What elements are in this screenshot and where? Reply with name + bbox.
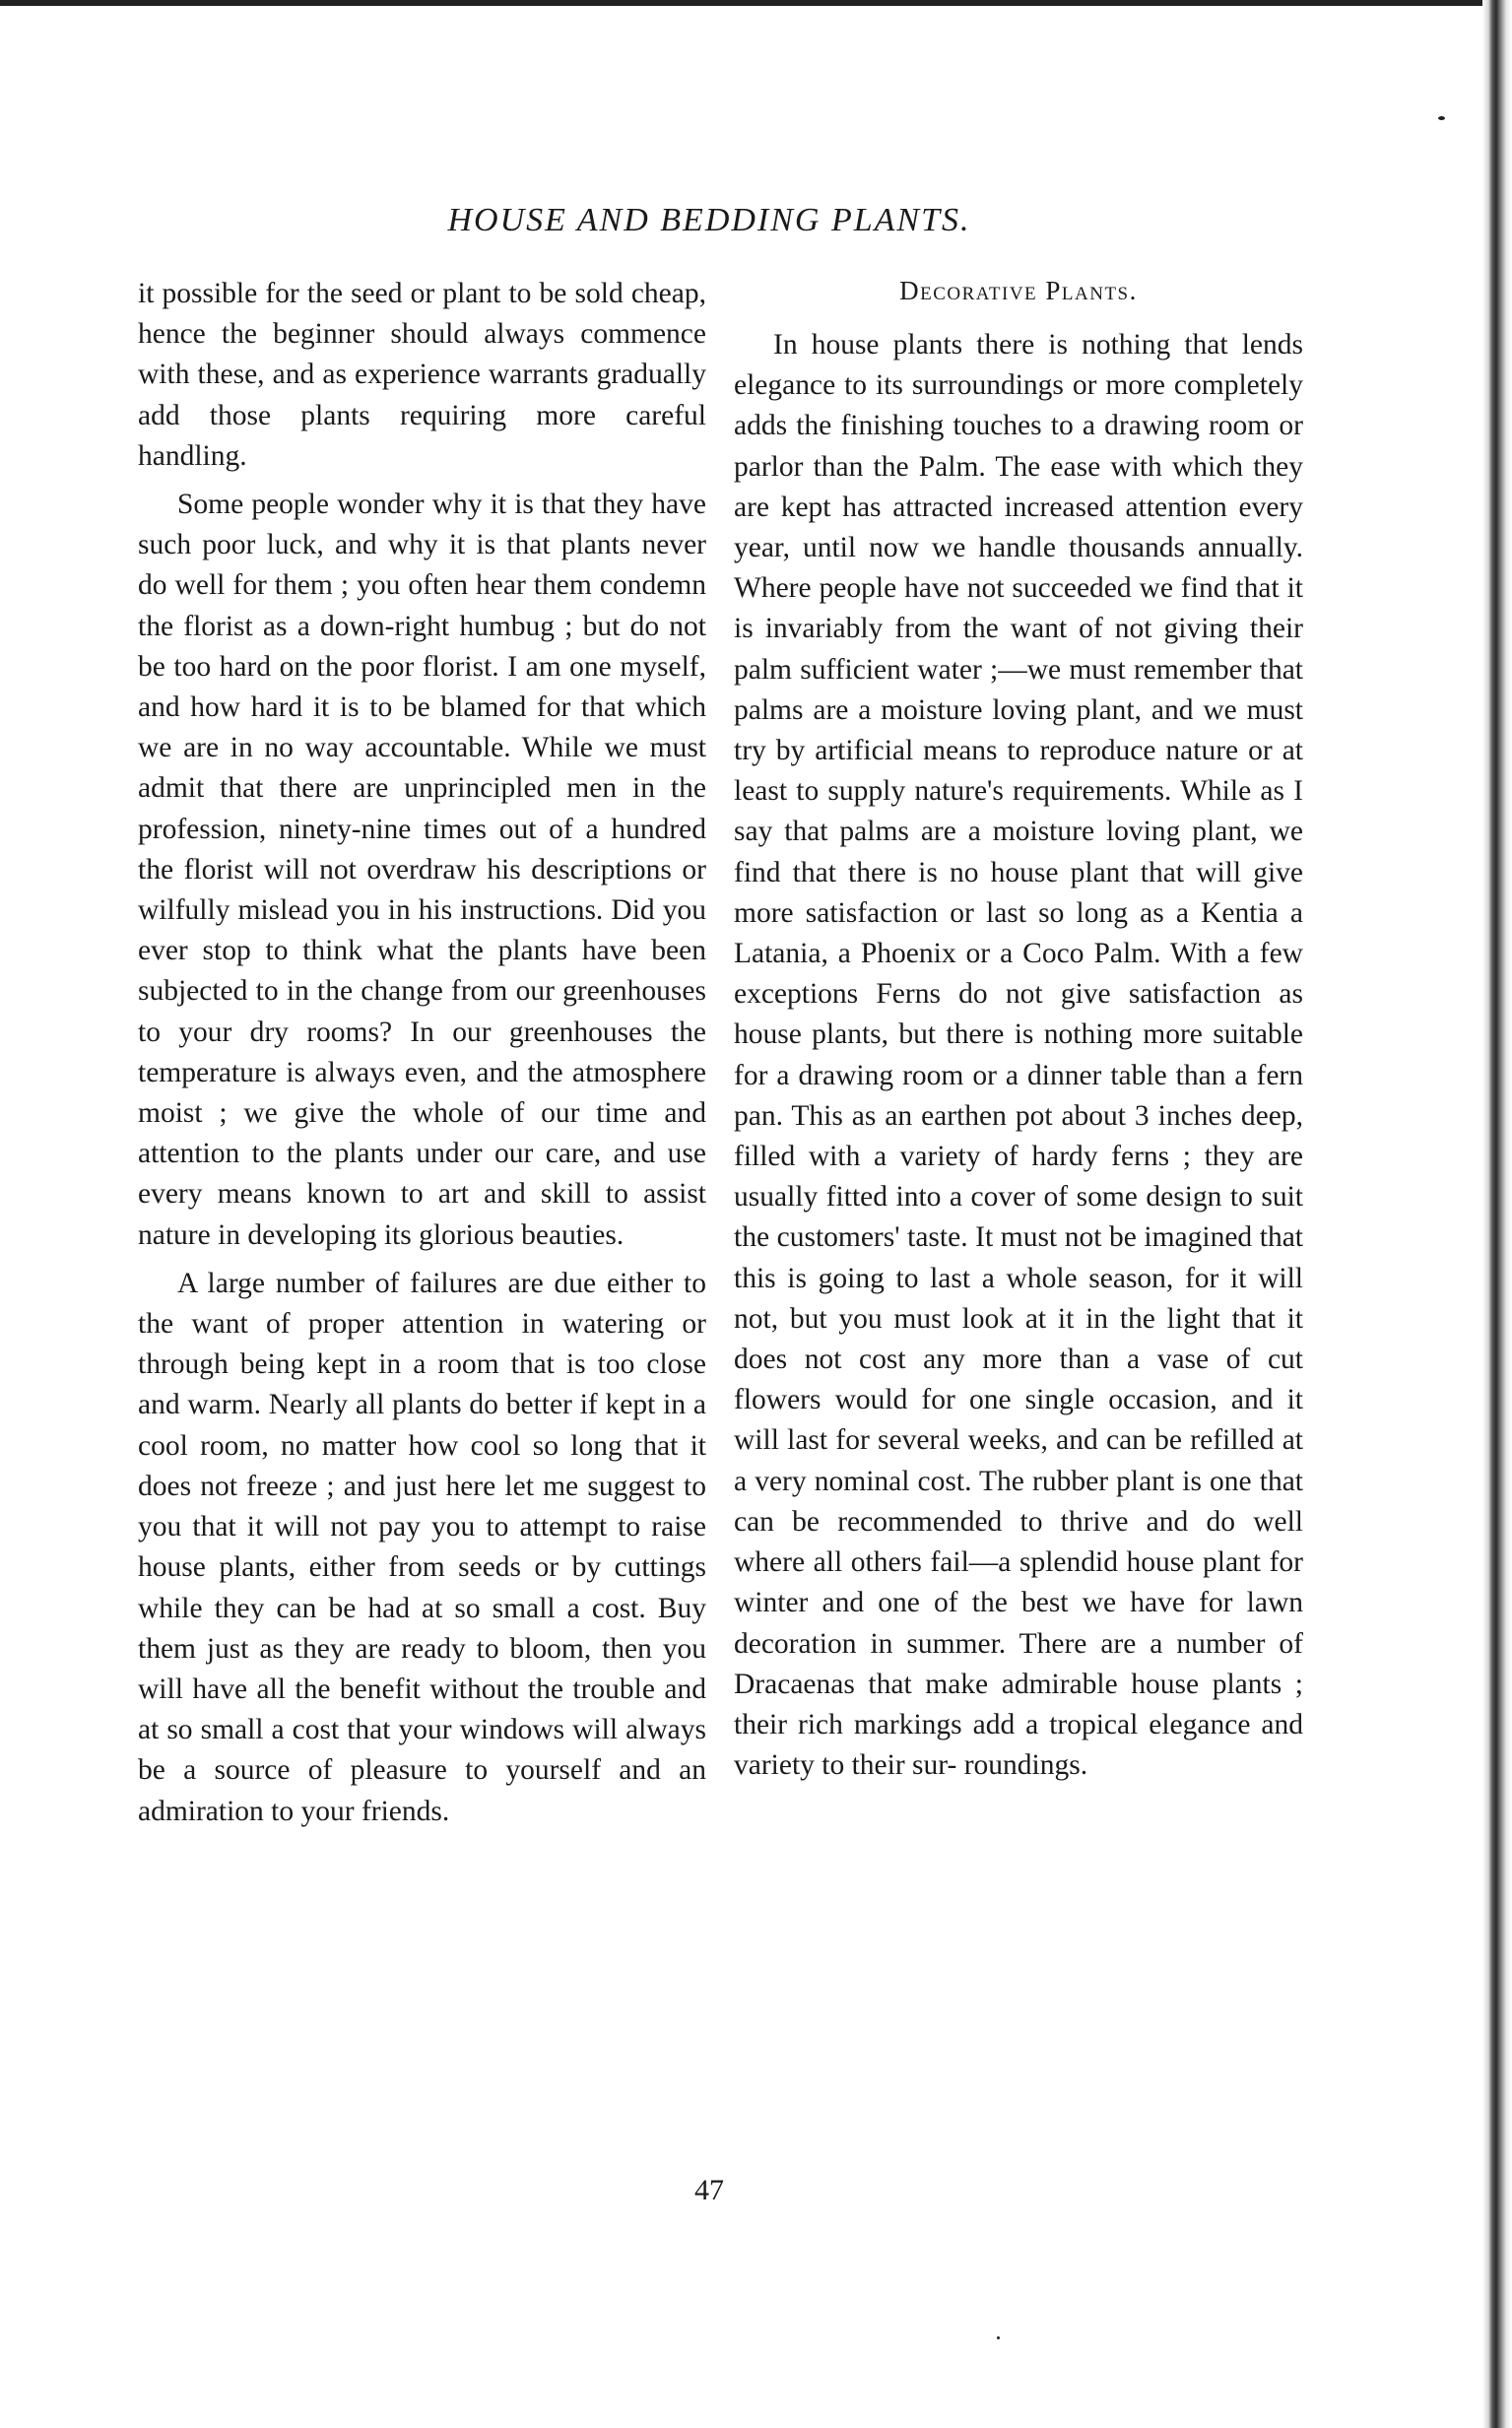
scan-binding-edge [1482,0,1512,2428]
ink-speck [1438,116,1445,120]
right-column [734,274,1303,1786]
left-column [138,274,706,1832]
page-number: 47 [694,2174,724,2206]
left-paragraph-1: it possible for the seed or plant to be sold cheap, hence the beginner should always commence with these, and as experience warrants gradually add those plants requiring more careful handling. [138,278,706,472]
left-paragraph-3: A large number of failures are due either to the want of proper attention in watering or through being kept in a room that is too close and warm. Nearly all plants do better if kept in a cool room, no matter how cool so long that it does not freeze ; and just here let me suggest to you that it will not pay you to attempt to raise house plants, either from seeds or by cuttings while they can be had at so small a cost. Buy them just as they are ready to bloom, then you will have all the benefit without the trouble and at so small a cost that your windows will always be a source of pleasure to yourself and an admiration to your friends. [138,1267,706,1827]
right-paragraph-1: In house plants there is nothing that lends elegance to its surroundings or more completely adds the finishing touches to a drawing room or parlor than the Palm. The ease with which they are kept has attracted increased attention every year, until now we handle thousands annually. Where people have not succeeded we find that it is invariably from the want of not giving their palm sufficient water ;—we must remember that palms are a moisture loving plant, and we must try by artificial means to reproduce nature or at least to supply nature's requirements. While as I say that palms are a moisture loving plant, we find that there is no house plant that will give more satisfaction or last so long as a Kentia a Latania, a Phoenix or a Coco Palm. With a few exceptions Ferns do not give satisfaction as house plants, but there is nothing more suitable for a drawing room or a dinner table than a fern pan. This as an earthen pot about 3 inches deep, filled with a variety of hardy ferns ; they are usually fitted into a cover of some design to suit the customers' taste. It must not be imagined that this is going to last a whole season, for it will not, but you must look at it in the light that it does not cost any more than a vase of cut flowers would for one single occasion, and it will last for several weeks, and can be refilled at a very nominal cost. The rubber plant is one that can be recommended to thrive and do well where all others fail—a splendid house plant for winter and one of the best we have for lawn decoration in summer. There are a number of Dracaenas that make admirable house plants ; their rich markings add a tropical elegance and variety to their sur- roundings. [734,329,1303,1782]
left-paragraph-2: Some people wonder why it is that they have such poor luck, and why it is that plants never do well for them ; you often hear them condemn the florist as a down-right humbug ; but do not be too hard on the poor florist. I am one myself, and how hard it is to be blamed for that which we are in no way accountable. While we must admit that there are unprincipled men in the profession, ninety-nine times out of a hundred the florist will not overdraw his descriptions or wilfully mislead you in his instructions. Did you ever stop to think what the plants have been subjected to in the change from our greenhouses to your dry rooms? In our greenhouses the temperature is always even, and the atmosphere moist ; we give the whole of our time and attention to the plants under our care, and use every means known to art and skill to assist nature in developing its glorious beauties. [138,489,706,1251]
section-heading: Decorative Plants. [899,276,1138,305]
scan-top-edge [0,0,1512,6]
running-head: HOUSE AND BEDDING PLANTS. [447,202,971,238]
ink-speck [997,2336,1000,2339]
